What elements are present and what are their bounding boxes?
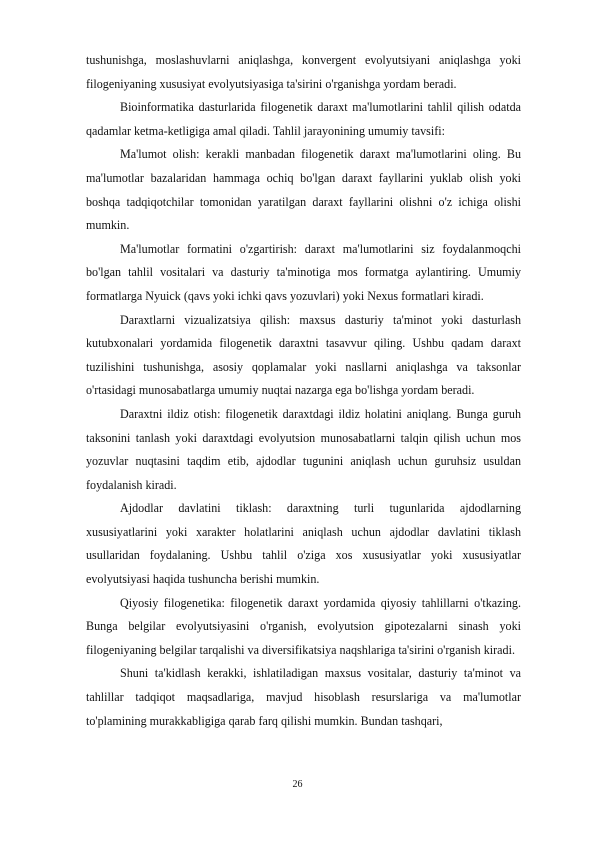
paragraph-continuation: tushunishga, moslashuvlarni aniqlashga, konvergent evolyutsiyani aniqlashga yoki filogeniyaning xususiyat evolyutsiyasiga ta'sirini o'rganishga yordam beradi. xyxy=(86,53,521,91)
paragraph-closing-note: Shuni ta'kidlash kerakki, ishlatiladigan maxsus vositalar, dasturiy ta'minot va tahlillar tadqiqot maqsadlariga, mavjud hisoblash resurslariga va ma'lumotlar to'plamining murakkabligiga qarab farq qilishi mumkin. Bundan tashqari, xyxy=(86,666,521,728)
paragraph-tree-visualization: Daraxtlarni vizualizatsiya qilish: maxsus dasturiy ta'minot yoki dasturlash kutubxonalari yordamida filogenetik daraxtni tasavvur qiling. Ushbu qadam daraxt tuzilishini tushunishga, asosiy qoplamalar yoki nasllarni aniqlashga va taksonlar o'rtasidagi munosabatlarga umumiy nuqtai nazarga ega bo'lishga yordam beradi. xyxy=(86,312,521,398)
document-body xyxy=(86,49,521,733)
paragraph-analysis-intro: Bioinformatika dasturlarida filogenetik daraxt ma'lumotlarini tahlil qilish odatda qadamlar ketma-ketligiga amal qiladi. Tahlil jarayonining umumiy tavsifi: xyxy=(86,100,521,138)
page-number: 26 xyxy=(292,779,303,790)
paragraph-tree-rooting: Daraxtni ildiz otish: filogenetik daraxtdagi ildiz holatini aniqlang. Bunga guruh taksonini tanlash yoki daraxtdagi evolyutsion munosabatlarni talqin qilish uchun mos yozuvlar nuqtasini taqdim etib, ajdodlar tugunini aniqlash uchun guruhsiz usuldan foydalanish kiradi. xyxy=(86,406,521,492)
paragraph-format-conversion: Ma'lumotlar formatini o'zgartirish: daraxt ma'lumotlarini siz foydalanmoqchi bo'lgan tahlil vositalari va dasturiy ta'minotiga mos formatga aylantiring. Umumiy formatlarga Nyuick (qavs yoki ichki qavs yozuvlari) yoki Nexus formatlari kiradi. xyxy=(86,241,521,303)
paragraph-ancestral-reconstruction: Ajdodlar davlatini tiklash: daraxtning turli tugunlarida ajdodlarning xususiyatlarini yoki xarakter holatlarini aniqlash uchun ajdodlar davlatini tiklash usullaridan foydalaning. Ushbu tahlil o'ziga xos xususiyatlar yoki xususiyatlar evolyutsiyasi haqida tushuncha berishi mumkin. xyxy=(86,501,521,587)
paragraph-comparative-phylogenetics: Qiyosiy filogenetika: filogenetik daraxt yordamida qiyosiy tahlillarni o'tkazing. Bunga belgilar evolyutsiyasini o'rganish, evolyutsion gipotezalarni sinash yoki filogeniyaning belgilar tarqalishi va diversifikatsiya naqshlariga ta'sirini o'rganish kiradi. xyxy=(86,595,521,657)
paragraph-data-acquisition: Ma'lumot olish: kerakli manbadan filogenetik daraxt ma'lumotlarini oling. Bu ma'lumotlar bazalaridan hammaga ochiq bo'lgan daraxt fayllarini yuklab olish yoki boshqa tadqiqotchilar tomonidan yaratilgan daraxt fayllarini olishni o'z ichiga olishi mumkin. xyxy=(86,147,521,233)
